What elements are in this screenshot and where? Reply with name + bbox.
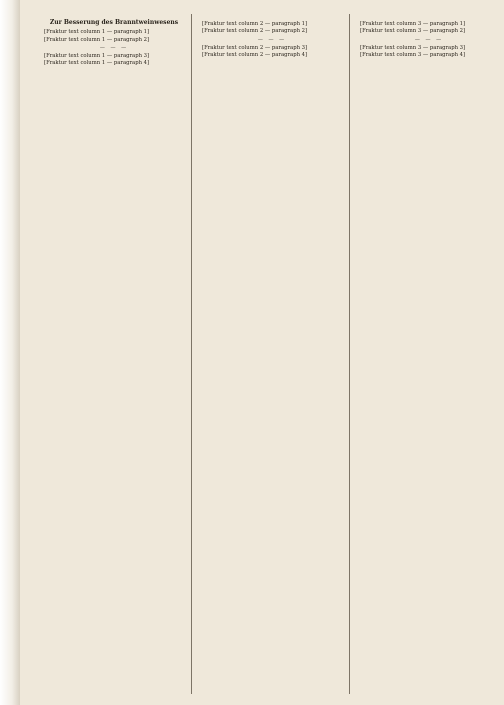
- paragraph: [Fraktur text column 2 — paragraph 2]: [202, 28, 308, 35]
- section-separator: — — —: [257, 36, 287, 43]
- paragraph: [Fraktur text column 3 — paragraph 2]: [360, 28, 466, 35]
- paragraph: [Fraktur text column 2 — paragraph 1]: [202, 21, 308, 27]
- paragraph: [Fraktur text column 2 — paragraph 4]: [202, 52, 308, 59]
- section-separator: — — —: [99, 44, 129, 51]
- section-separator: — — —: [414, 36, 444, 43]
- column-rule: [349, 14, 350, 694]
- paragraph: [Fraktur text column 1 — paragraph 4]: [44, 60, 150, 67]
- article-headline: Zur Besserung des Branntweinwesens: [49, 19, 179, 26]
- paragraph: [Fraktur text column 1 — paragraph 3]: [44, 53, 150, 60]
- paragraph: [Fraktur text column 1 — paragraph 2]: [44, 36, 150, 43]
- column-rule: [191, 14, 192, 694]
- paragraph: [Fraktur text column 3 — paragraph 1]: [360, 21, 466, 27]
- paragraph: [Fraktur text column 2 — paragraph 3]: [202, 44, 308, 51]
- paragraph: [Fraktur text column 1 — paragraph 1]: [44, 29, 150, 36]
- text-column-3: [354, 18, 504, 690]
- text-column-1: [38, 18, 190, 690]
- text-column-2: [196, 18, 348, 690]
- page-binding-edge: [0, 0, 20, 705]
- paragraph: [Fraktur text column 3 — paragraph 4]: [360, 52, 466, 59]
- paragraph: [Fraktur text column 3 — paragraph 3]: [360, 44, 466, 51]
